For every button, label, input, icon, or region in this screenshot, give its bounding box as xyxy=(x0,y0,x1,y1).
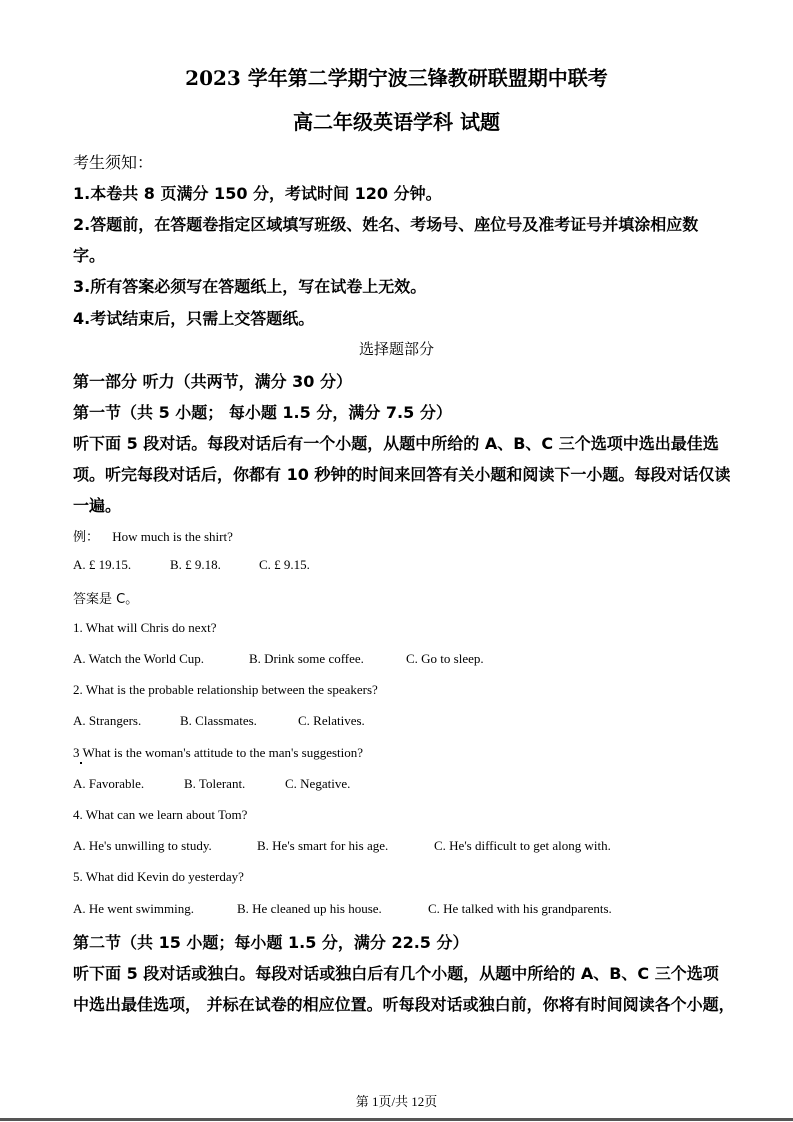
question-4: 4. What can we learn about Tom? xyxy=(73,807,248,822)
bottom-divider xyxy=(0,1118,793,1121)
part1-heading: 第一部分 听力（共两节，满分 30 分） xyxy=(73,372,352,391)
q3-option-c: C. Negative. xyxy=(285,776,351,791)
q3-option-b: B. Tolerant. xyxy=(184,776,246,791)
example-option-c: C. £ 9.15. xyxy=(259,557,310,572)
exam-title-line1: 2023 学年第二学期宁波三锋教研联盟期中联考 xyxy=(185,66,608,90)
notice-item-2a: 2.答题前，在答题卷指定区域填写班级、姓名、考场号、座位号及准考证号并填涂相应数 xyxy=(73,215,699,234)
q4-option-b: B. He's smart for his age. xyxy=(257,838,389,853)
notice-heading: 考生须知： xyxy=(73,153,154,172)
question-3: 3 What is the woman's attitude to the man's suggestion? xyxy=(73,745,364,760)
q1-option-b: B. Drink some coffee. xyxy=(249,651,364,666)
page-number: 第 1页/共 12页 xyxy=(355,1094,438,1109)
exam-title-line2: 高二年级英语学科 试题 xyxy=(293,110,500,134)
q1-option-a: A. Watch the World Cup. xyxy=(73,651,205,666)
question-5: 5. What did Kevin do yesterday? xyxy=(73,869,244,884)
notice-item-3: 3.所有答案必须写在答题纸上，写在试卷上无效。 xyxy=(73,277,427,296)
example-question-text: How much is the shirt? xyxy=(112,529,233,544)
example-prefix: 例： xyxy=(73,530,100,545)
sec1-heading: 第一节（共 5 小题； 每小题 1.5 分，满分 7.5 分） xyxy=(73,403,452,422)
q4-option-a: A. He's unwilling to study. xyxy=(73,838,212,853)
q4-option-c: C. He's difficult to get along with. xyxy=(434,838,611,853)
notice-item-1: 1.本卷共 8 页满分 150 分，考试时间 120 分钟。 xyxy=(73,184,442,203)
example-option-b: B. £ 9.18. xyxy=(170,557,221,572)
notice-item-4: 4.考试结束后，只需上交答题纸。 xyxy=(73,309,315,328)
example-question xyxy=(73,526,233,545)
q1-option-c: C. Go to sleep. xyxy=(406,651,484,666)
sec2-instruction-a: 听下面 5 段对话或独白。每段对话或独白后有几个小题，从题中所给的 A、B、C 三个选项 xyxy=(73,964,719,983)
sec2-heading: 第二节（共 15 小题；每小题 1.5 分，满分 22.5 分） xyxy=(73,933,469,952)
q5-option-c: C. He talked with his grandparents. xyxy=(428,901,612,916)
q2-option-b: B. Classmates. xyxy=(180,713,257,728)
q5-option-a: A. He went swimming. xyxy=(73,901,194,916)
q2-option-c: C. Relatives. xyxy=(298,713,365,728)
sec1-instruction-c: 一遍。 xyxy=(73,496,122,515)
q2-option-a: A. Strangers. xyxy=(73,713,142,728)
example-option-a: A. £ 19.15. xyxy=(73,557,132,572)
sec1-instruction-b: 项。听完每段对话后，你都有 10 秒钟的时间来回答有关小题和阅读下一小题。每段对话仅读 xyxy=(73,465,731,484)
sec1-instruction-a: 听下面 5 段对话。每段对话后有一个小题，从题中所给的 A、B、C 三个选项中选出最佳选 xyxy=(73,434,719,453)
stray-dot xyxy=(80,762,82,764)
example-answer: 答案是 C。 xyxy=(73,592,139,607)
q3-option-a: A. Favorable. xyxy=(73,776,145,791)
section-label: 选择题部分 xyxy=(358,340,434,358)
question-2: 2. What is the probable relationship between the speakers? xyxy=(73,682,378,697)
sec2-instruction-b: 中选出最佳选项， 并标在试卷的相应位置。听每段对话或独白前，你将有时间阅读各个小题， xyxy=(73,995,735,1014)
notice-item-2b: 字。 xyxy=(73,246,106,265)
question-1: 1. What will Chris do next? xyxy=(73,620,217,635)
q5-option-b: B. He cleaned up his house. xyxy=(237,901,382,916)
